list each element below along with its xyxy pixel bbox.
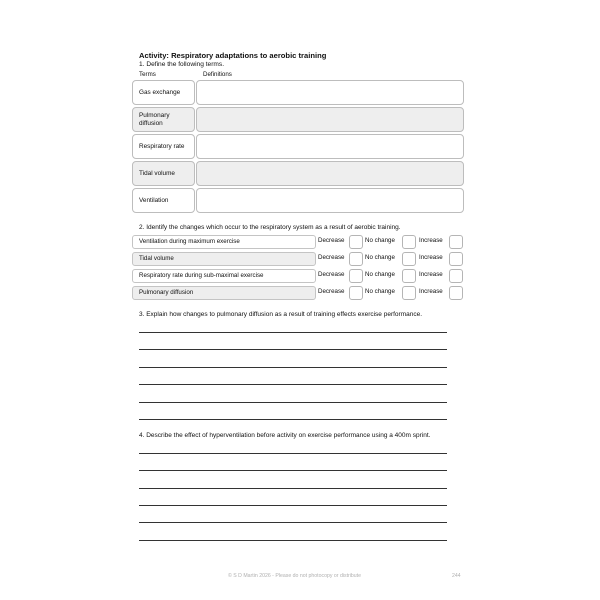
no-change-checkbox[interactable] — [402, 235, 416, 249]
decrease-checkbox[interactable] — [349, 235, 363, 249]
change-row — [132, 269, 464, 283]
question-2-prompt: 2. Identify the changes which occur to the respiratory system as a result of aerobic training. — [139, 224, 401, 231]
page-number: 244 — [452, 573, 461, 579]
term-row — [132, 134, 464, 159]
answer-line[interactable] — [139, 540, 447, 541]
answer-line[interactable] — [139, 470, 447, 471]
no-change-label: No change — [365, 237, 395, 244]
answer-line[interactable] — [139, 419, 447, 420]
no-change-checkbox[interactable] — [402, 252, 416, 266]
definition-field[interactable] — [196, 80, 464, 105]
term-label: Ventilation — [132, 188, 195, 213]
no-change-label: No change — [365, 271, 395, 278]
answer-line[interactable] — [139, 522, 447, 523]
answer-line[interactable] — [139, 332, 447, 333]
term-label: Respiratory rate — [132, 134, 195, 159]
answer-line[interactable] — [139, 349, 447, 350]
answer-line[interactable] — [139, 402, 447, 403]
increase-label: Increase — [419, 271, 443, 278]
change-row — [132, 252, 464, 266]
no-change-label: No change — [365, 254, 395, 261]
definitions-column-header: Definitions — [203, 71, 232, 78]
definition-field[interactable] — [196, 107, 464, 132]
decrease-checkbox[interactable] — [349, 286, 363, 300]
increase-label: Increase — [419, 237, 443, 244]
term-row — [132, 161, 464, 186]
change-row-label: Tidal volume — [132, 252, 316, 266]
decrease-checkbox[interactable] — [349, 252, 363, 266]
definition-field[interactable] — [196, 134, 464, 159]
copyright-notice: © S D Martin 2026 - Please do not photocopy or distribute — [228, 573, 362, 579]
increase-checkbox[interactable] — [449, 269, 463, 283]
term-row — [132, 188, 464, 213]
question-3-prompt: 3. Explain how changes to pulmonary diffusion as a result of training effects exercise performance. — [139, 311, 423, 318]
term-row — [132, 107, 464, 132]
no-change-checkbox[interactable] — [402, 269, 416, 283]
change-row-label: Ventilation during maximum exercise — [132, 235, 316, 249]
answer-line[interactable] — [139, 367, 447, 368]
increase-checkbox[interactable] — [449, 235, 463, 249]
decrease-checkbox[interactable] — [349, 269, 363, 283]
definition-field[interactable] — [196, 161, 464, 186]
decrease-label: Decrease — [318, 237, 345, 244]
change-row-label: Respiratory rate during sub-maximal exercise — [132, 269, 316, 283]
change-row — [132, 286, 464, 300]
increase-checkbox[interactable] — [449, 252, 463, 266]
decrease-label: Decrease — [318, 288, 345, 295]
decrease-label: Decrease — [318, 271, 345, 278]
change-row — [132, 235, 464, 249]
question-4-prompt: 4. Describe the effect of hyperventilation before activity on exercise performance using a 400m sprint. — [139, 432, 431, 439]
answer-line[interactable] — [139, 453, 447, 454]
term-row — [132, 80, 464, 105]
activity-title: Activity: Respiratory adaptations to aerobic training — [139, 51, 327, 60]
increase-checkbox[interactable] — [449, 286, 463, 300]
terms-column-header: Terms — [139, 71, 156, 78]
answer-line[interactable] — [139, 488, 447, 489]
change-row-label: Pulmonary diffusion — [132, 286, 316, 300]
no-change-label: No change — [365, 288, 395, 295]
question-1-prompt: 1. Define the following terms. — [139, 61, 225, 68]
no-change-checkbox[interactable] — [402, 286, 416, 300]
answer-line[interactable] — [139, 505, 447, 506]
increase-label: Increase — [419, 254, 443, 261]
term-label: Pulmonary diffusion — [132, 107, 195, 132]
definition-field[interactable] — [196, 188, 464, 213]
answer-line[interactable] — [139, 384, 447, 385]
term-label: Gas exchange — [132, 80, 195, 105]
decrease-label: Decrease — [318, 254, 345, 261]
increase-label: Increase — [419, 288, 443, 295]
term-label: Tidal volume — [132, 161, 195, 186]
